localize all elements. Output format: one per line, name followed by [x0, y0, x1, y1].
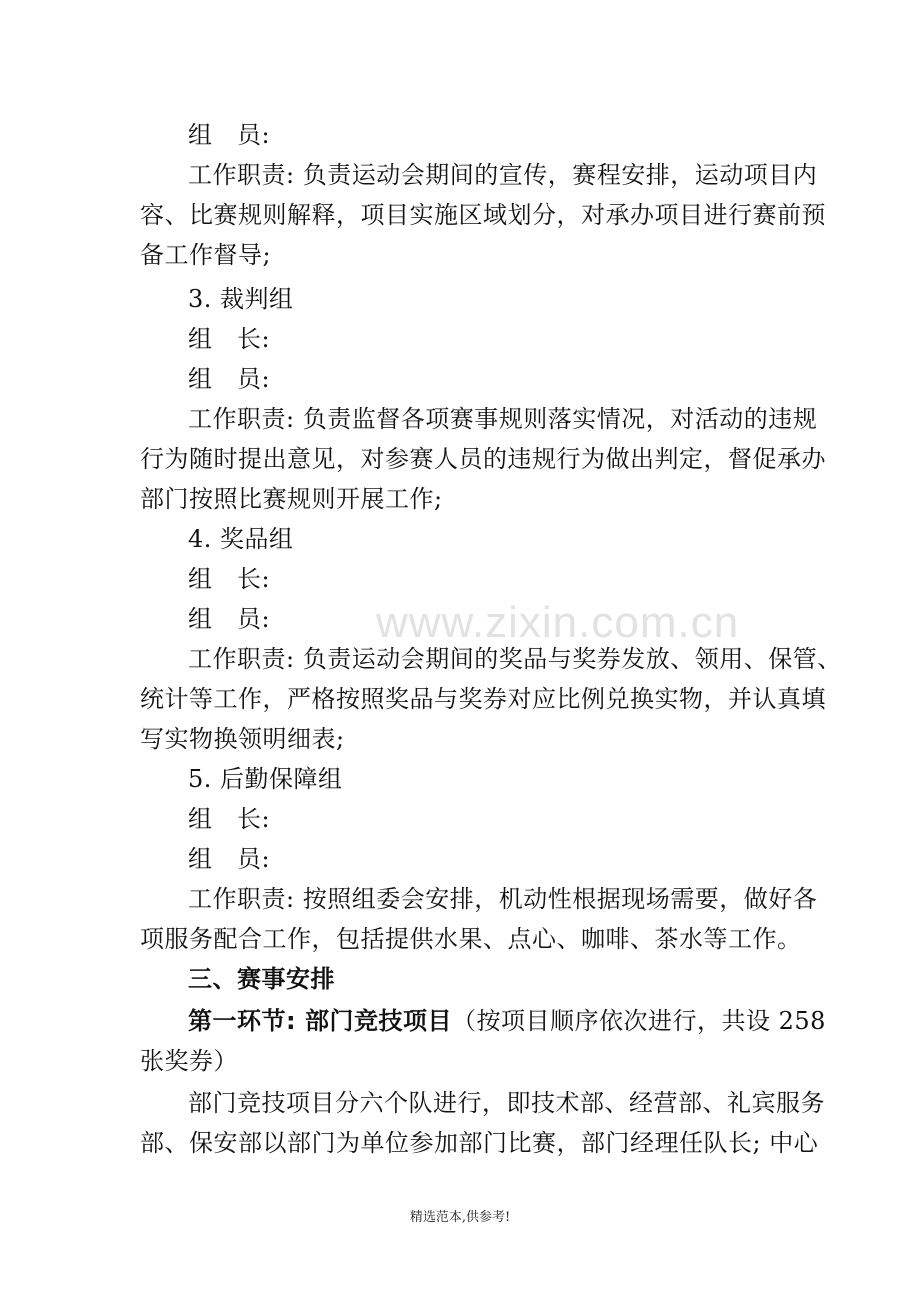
- prize-duty-line-1: 工作职责: 负责运动会期间的奖品与奖券发放、领用、保管、: [188, 645, 842, 673]
- stage-one-line: [188, 1001, 826, 1041]
- prize-member-line: 组 员:: [188, 605, 271, 633]
- section2-duty-line-2: 容、比赛规则解释，项目实施区域划分，对承办项目进行赛前预: [140, 201, 826, 229]
- page-footer: 精选范本,供参考!: [409, 1210, 511, 1225]
- logistics-leader-line: 组 长:: [188, 805, 271, 833]
- logistics-duty-line-1: 工作职责: 按照组委会安排，机动性根据现场需要，做好各: [188, 885, 818, 913]
- logistics-member-line: 组 员:: [188, 845, 271, 873]
- prize-group-heading: 4. 奖品组: [188, 525, 294, 553]
- stage-one-body-line-2: 部、保安部以部门为单位参加部门比赛，部门经理任队长; 中心: [140, 1129, 819, 1157]
- prize-duty-line-3: 写实物换领明细表;: [140, 725, 345, 753]
- referee-member-line: 组 员:: [188, 365, 271, 393]
- section-three-heading: 三、赛事安排: [188, 965, 335, 993]
- prize-duty-line-2: 统计等工作，严格按照奖品与奖券对应比例兑换实物，并认真填: [140, 685, 826, 713]
- section2-duty-line-1: 工作职责: 负责运动会期间的宣传，赛程安排，运动项目内: [188, 161, 818, 189]
- referee-group-heading: 3. 裁判组: [188, 285, 294, 313]
- prize-leader-line: 组 长:: [188, 565, 271, 593]
- stage-one-body-line-1: 部门竞技项目分六个队进行，即技术部、经营部、礼宾服务: [188, 1089, 825, 1117]
- logistics-duty-line-2: 项服务配合工作，包括提供水果、点心、咖啡、茶水等工作。: [140, 925, 802, 953]
- stage-one-note-continued: 张奖券）: [140, 1047, 238, 1075]
- logistics-group-heading: 5. 后勤保障组: [188, 765, 343, 793]
- section2-duty-line-3: 备工作督导;: [140, 241, 272, 269]
- stage-one-title: 第一环节: 部门竞技项目: [188, 1007, 452, 1035]
- referee-leader-line: 组 长:: [188, 325, 271, 353]
- referee-duty-line-1: 工作职责: 负责监督各项赛事规则落实情况，对活动的违规: [188, 405, 818, 433]
- referee-duty-line-3: 部门按照比赛规则开展工作;: [140, 485, 443, 513]
- stage-one-note: （按项目顺序依次进行，共设 258: [451, 1007, 826, 1035]
- watermark: www.zixin.com.cn: [376, 598, 740, 647]
- referee-duty-line-2: 行为随时提出意见，对参赛人员的违规行为做出判定，督促承办: [140, 445, 826, 473]
- section2-member-line: 组 员:: [188, 121, 271, 149]
